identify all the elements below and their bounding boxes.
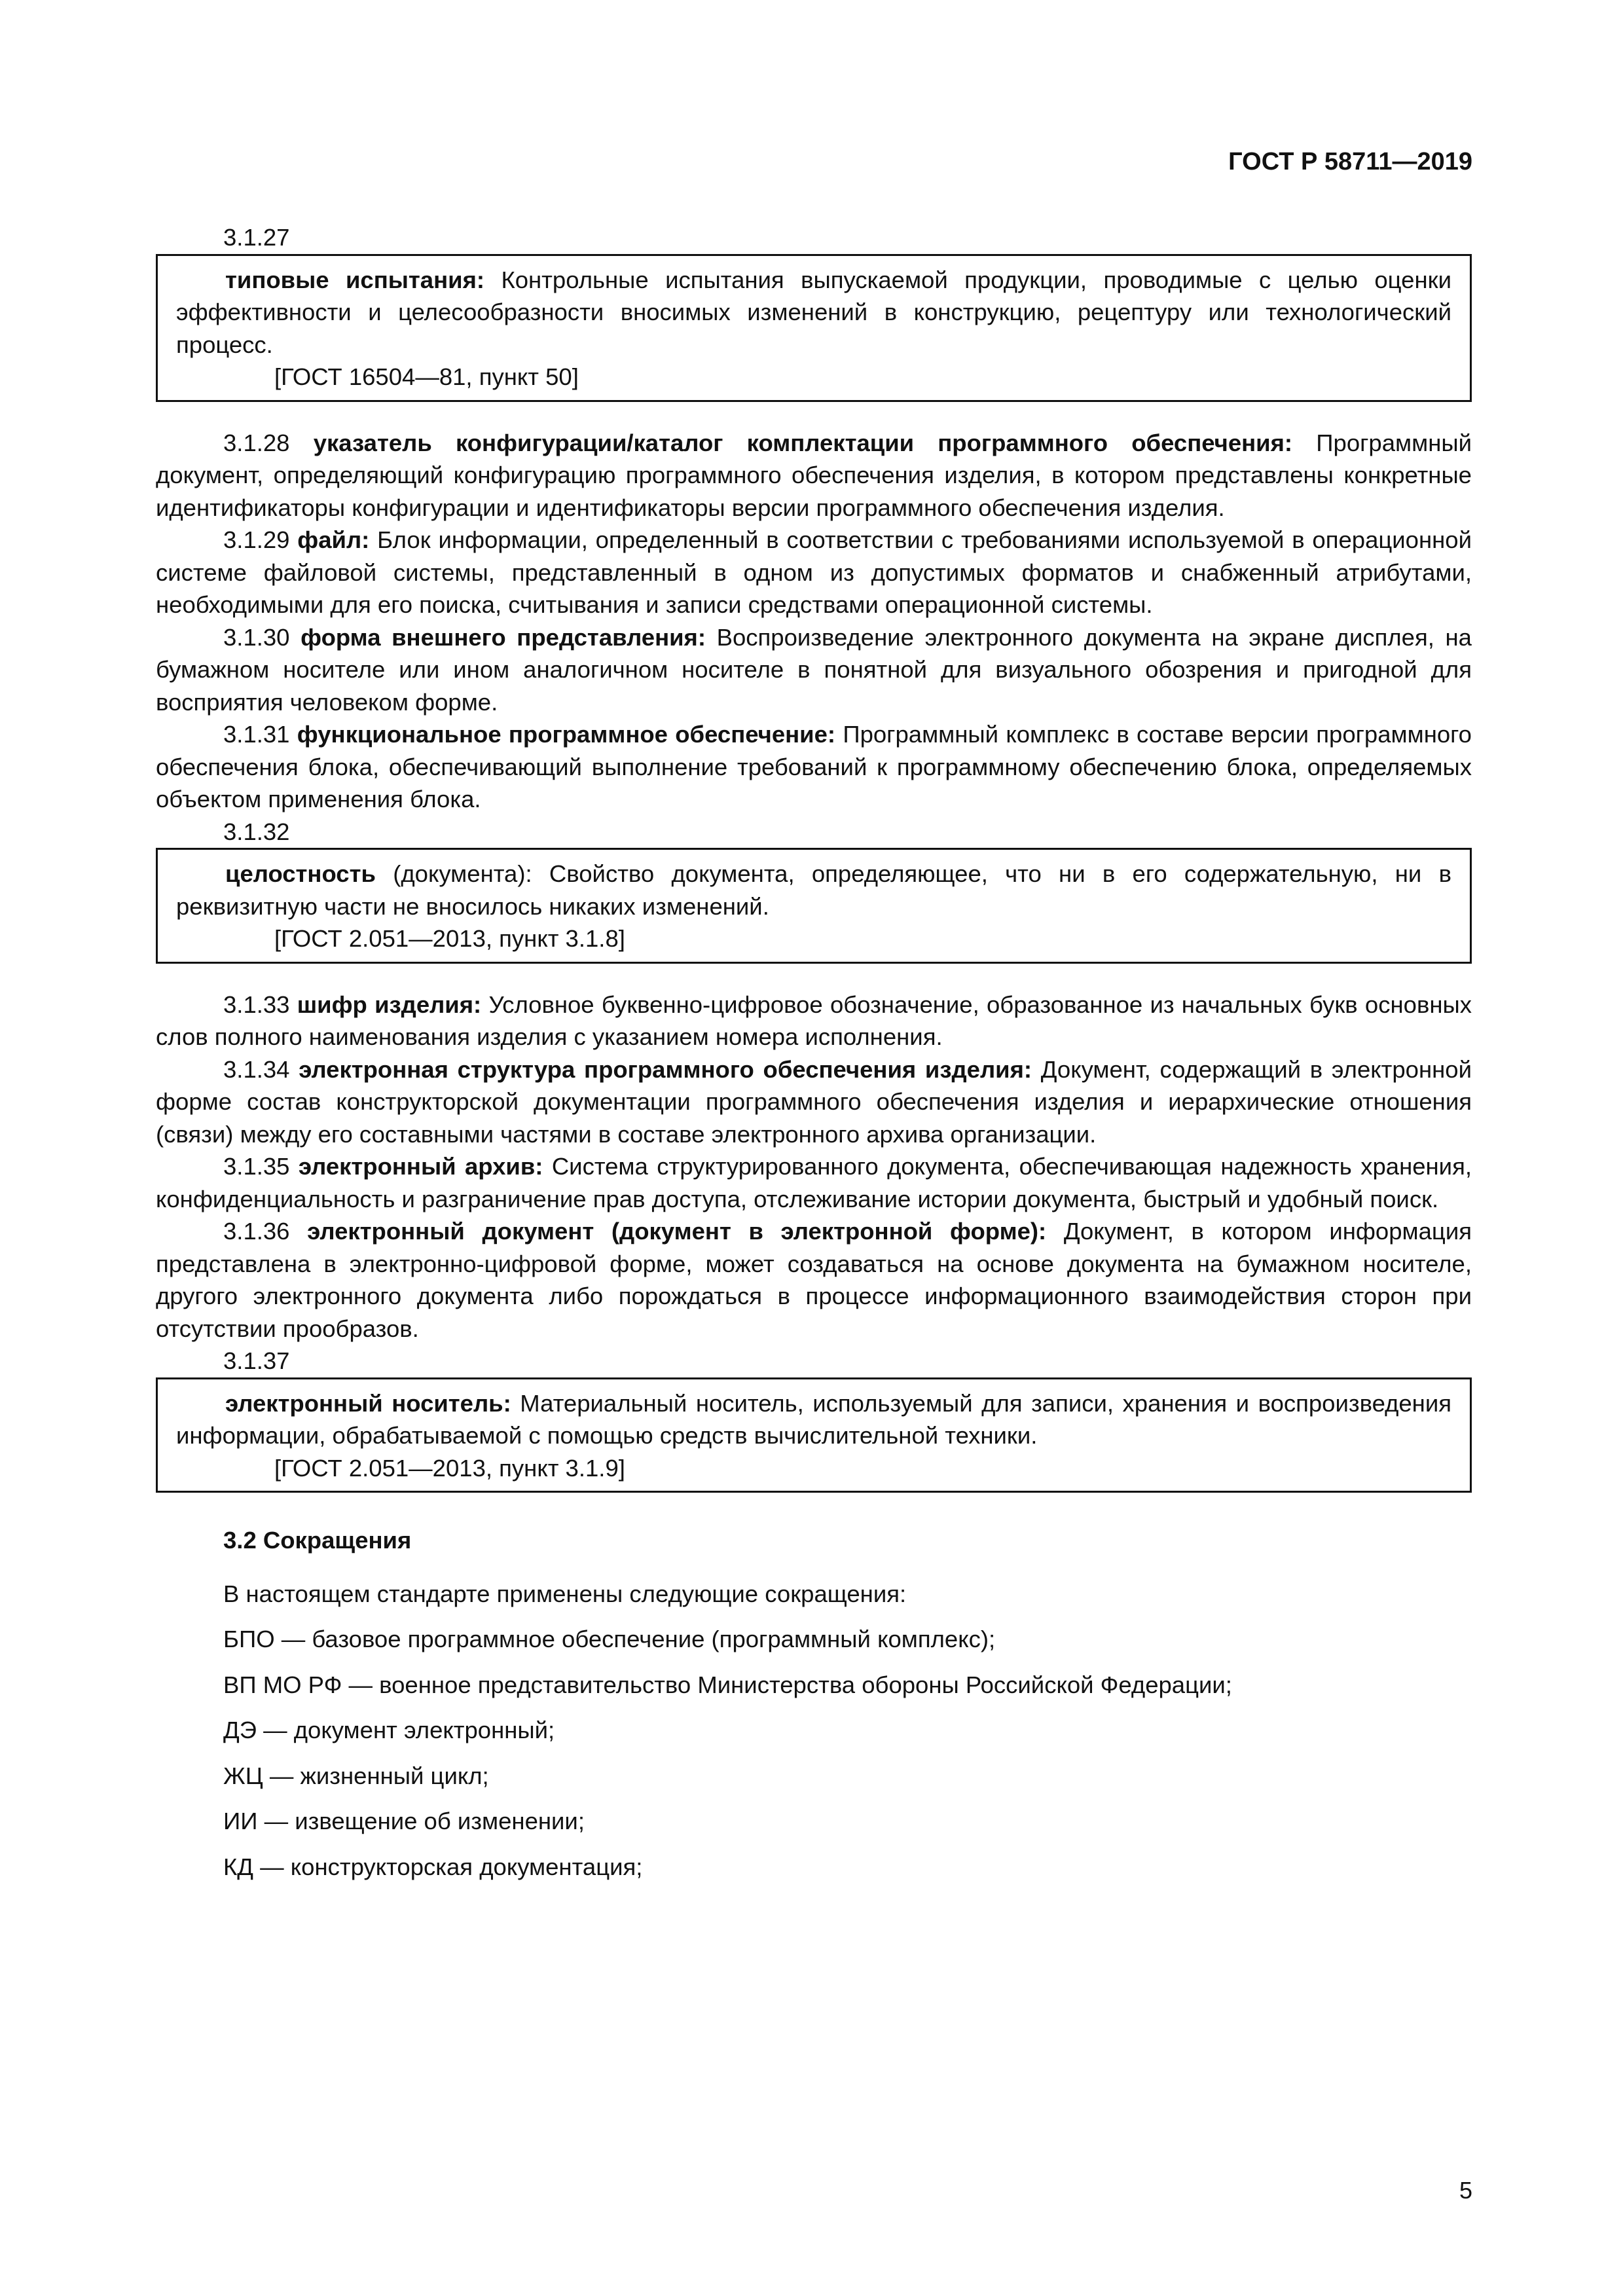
- term-number: 3.1.27: [223, 224, 290, 251]
- term-qualifier: (документа):: [393, 860, 532, 887]
- term-definition: [156, 1053, 1472, 1151]
- term-name: файл:: [297, 526, 370, 553]
- term-number: 3.1.36: [223, 1218, 290, 1245]
- term-name: целостность: [225, 860, 376, 887]
- term-number: 3.1.31: [223, 721, 290, 748]
- term-definition: [176, 1387, 1451, 1452]
- term-definition: [156, 1215, 1472, 1345]
- quoted-definition-box: [156, 1377, 1472, 1493]
- definition-text: Воспроизведение электронного документа на экране дисплея, на бумажном носителе или ином аналогичном носителе в понятной для визуального обозрения и пригодной для восприятия человеком форме.: [156, 623, 1472, 716]
- term-definition: [156, 621, 1472, 719]
- source-reference: [ГОСТ 16504—81, пункт 50]: [274, 363, 579, 390]
- term-name: электронная структура программного обеспечения изделия:: [299, 1055, 1032, 1083]
- term-number: 3.1.32: [223, 818, 290, 845]
- quoted-definition-box: [156, 254, 1472, 402]
- section-heading: 3.2 Сокращения: [223, 1527, 412, 1554]
- term-definition: [176, 858, 1451, 922]
- term-definition: [156, 427, 1472, 524]
- term-name: указатель конфигурации/каталог комплектации программного обеспечения:: [313, 429, 1293, 456]
- term-name: функциональное программное обеспечение:: [297, 721, 836, 748]
- definition-text: Система структурированного документа, обеспечивающая надежность хранения, конфиденциальность и разграничение прав доступа, отслеживание истории документа, быстрый и удобный поиск.: [156, 1153, 1472, 1212]
- term-number: 3.1.34: [223, 1055, 290, 1083]
- abbreviations-intro: В настоящем стандарте применены следующие сокращения:: [223, 1580, 907, 1607]
- quoted-definition-box: [156, 848, 1472, 964]
- term-name: электронный носитель:: [225, 1389, 511, 1417]
- term-definition: [156, 989, 1472, 1053]
- definition-text: Программный документ, определяющий конфигурацию программного обеспечения изделия, в котором представлены конкретные идентификаторы конфигурации и идентификаторы версии программного обеспечения изделия.: [156, 429, 1472, 521]
- term-definition: [156, 1150, 1472, 1215]
- abbreviation-item: ЖЦ — жизненный цикл;: [223, 1762, 489, 1789]
- abbreviation-item: ВП МО РФ — военное представительство Министерства обороны Российской Федерации;: [223, 1671, 1232, 1698]
- term-name: форма внешнего представления:: [301, 623, 706, 651]
- abbreviation-item: БПО — базовое программное обеспечение (программный комплекс);: [223, 1626, 996, 1652]
- definition-text: Блок информации, определенный в соответствии с требованиями используемой в операционной системе файловой системы, представленный в одном из допустимых форматов и снабженный атрибутами, необходимыми для его поиска, считывания и записи средствами операционной системы.: [156, 526, 1472, 618]
- term-definition: [156, 524, 1472, 621]
- definition-text: Документ, содержащий в электронной форме состав конструкторской документации программного обеспечения изделия и иерархические отношения (связи) между его составными частями в составе электронного архива организации.: [156, 1055, 1472, 1148]
- term-number: 3.1.35: [223, 1153, 290, 1180]
- term-name: электронный архив:: [298, 1153, 543, 1180]
- term-number: 3.1.30: [223, 623, 290, 651]
- term-number: 3.1.29: [223, 526, 290, 553]
- term-name: типовые испытания:: [225, 266, 485, 293]
- definition-text: Свойство документа, определяющее, что ни в его содержательную, ни в реквизитную части не вносилось никаких изменений.: [176, 860, 1451, 920]
- term-definition: [156, 718, 1472, 816]
- term-number: 3.1.33: [223, 991, 290, 1018]
- abbreviation-item: ИИ — извещение об изменении;: [223, 1808, 585, 1834]
- term-name: шифр изделия:: [297, 991, 482, 1018]
- definition-text: Документ, в котором информация представлена в электронно-цифровой форме, может создаваться на основе документа на бумажном носителе, другого электронного документа либо порождаться в процессе информационного взаимодействия сторон при отсутствии прообразов.: [156, 1218, 1472, 1342]
- term-number: 3.1.37: [223, 1347, 290, 1374]
- definition-text: Условное буквенно-цифровое обозначение, образованное из начальных букв основных слов полного наименования изделия с указанием номера исполнения.: [156, 991, 1472, 1050]
- definition-text: Программный комплекс в составе версии программного обеспечения блока, обеспечивающий выполнение требований к программному обеспечению блока, определяемых объектом применения блока.: [156, 721, 1472, 812]
- term-definition: [176, 264, 1451, 361]
- source-reference: [ГОСТ 2.051—2013, пункт 3.1.9]: [274, 1454, 625, 1482]
- definition-text: Материальный носитель, используемый для записи, хранения и воспроизведения информации, обрабатываемой с помощью средств вычислительной техники.: [176, 1389, 1451, 1449]
- term-number: 3.1.28: [223, 429, 290, 456]
- abbreviation-item: КД — конструкторская документация;: [223, 1853, 643, 1880]
- page-content: [156, 221, 1472, 1896]
- source-reference: [ГОСТ 2.051—2013, пункт 3.1.8]: [274, 925, 625, 952]
- definition-text: Контрольные испытания выпускаемой продукции, проводимые с целью оценки эффективности и целесообразности вносимых изменений в конструкцию, рецептуру или технологический процесс.: [176, 266, 1451, 358]
- term-name: электронный документ (документ в электронной форме):: [307, 1218, 1047, 1245]
- document-header: ГОСТ Р 58711—2019: [1228, 148, 1472, 175]
- abbreviation-item: ДЭ — документ электронный;: [223, 1717, 555, 1743]
- page-number: 5: [1459, 2177, 1472, 2204]
